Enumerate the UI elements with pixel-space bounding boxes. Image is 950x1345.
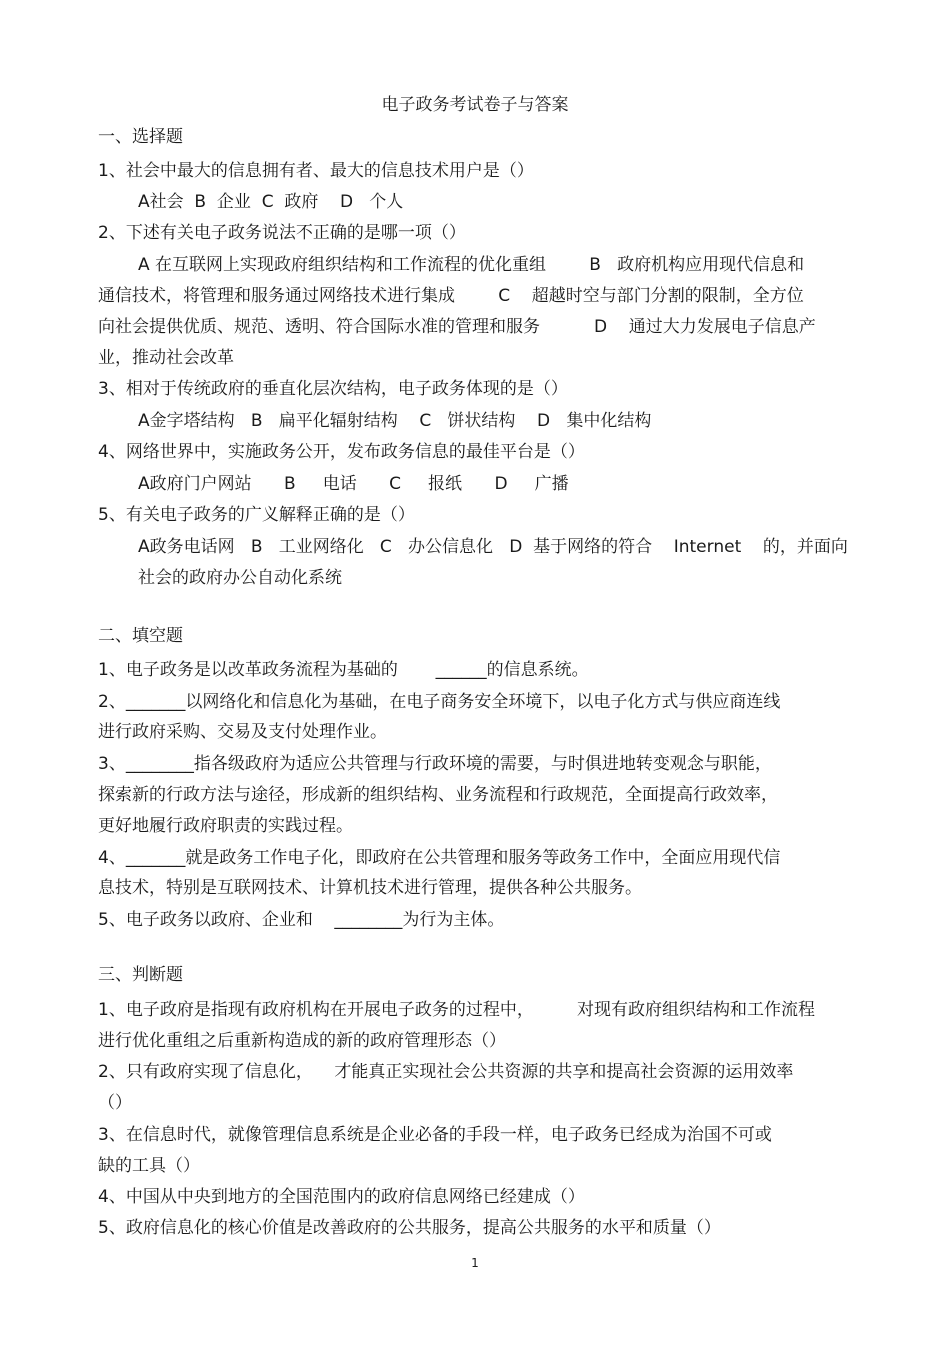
section-heading-judge: 三、判断题 (98, 965, 183, 985)
document-title: 电子政务考试卷子与答案 (381, 95, 569, 115)
choice-question-4-options: A政府门户网站 B 电话 C 报纸 D 广播 (138, 474, 569, 494)
judge-question-1-line-2: 进行优化重组之后重新构造成的新的政府管理形态（） (98, 1031, 506, 1051)
judge-question-4: 4、中国从中央到地方的全国范围内的政府信息网络已经建成（） (98, 1187, 585, 1207)
choice-question-5-line-2: 社会的政府办公自动化系统 (138, 568, 342, 588)
fill-question-3-line-2: 探索新的行政方法与途径，形成新的组织结构、业务流程和行政规范，全面提高行政效率， (98, 785, 778, 805)
fill-question-3-line-3: 更好地履行政府职责的实践过程。 (98, 816, 353, 836)
judge-question-2-line-1: 2、只有政府实现了信息化， 才能真正实现社会公共资源的共享和提高社会资源的运用效率 (98, 1062, 794, 1082)
choice-question-2-line-1: A 在互联网上实现政府组织结构和工作流程的优化重组 B 政府机构应用现代信息和 (138, 255, 805, 275)
fill-question-1: 1、电子政务是以改革政务流程为基础的 ______的信息系统。 (98, 660, 589, 680)
judge-question-5: 5、政府信息化的核心价值是改善政府的公共服务，提高公共服务的水平和质量（） (98, 1218, 721, 1238)
fill-question-2-line-2: 进行政府采购、交易及支付处理作业。 (98, 722, 387, 742)
page-number: 1 (471, 1256, 479, 1270)
judge-question-1-line-1: 1、电子政府是指现有政府机构在开展电子政务的过程中， 对现有政府组织结构和工作流程 (98, 1000, 816, 1020)
fill-question-2-line-1: 2、_______以网络化和信息化为基础，在电子商务安全环境下，以电子化方式与供应商连线 (98, 692, 781, 712)
choice-question-4: 4、网络世界中，实施政务公开，发布政务信息的最佳平台是（） (98, 442, 585, 462)
judge-question-3-line-2: 缺的工具（） (98, 1156, 200, 1176)
choice-question-2-line-2: 通信技术，将管理和服务通过网络技术进行集成 C 超越时空与部门分割的限制，全方位 (98, 286, 804, 306)
choice-question-2-line-3: 向社会提供优质、规范、透明、符合国际水准的管理和服务 D 通过大力发展电子信息产 (98, 317, 816, 337)
fill-question-5: 5、电子政务以政府、企业和 ________为行为主体。 (98, 910, 505, 930)
judge-question-3-line-1: 3、在信息时代，就像管理信息系统是企业必备的手段一样，电子政务已经成为治国不可或 (98, 1125, 772, 1145)
section-heading-fill: 二、填空题 (98, 626, 183, 646)
choice-question-5-line-1: A政务电话网 B 工业网络化 C 办公信息化 D 基于网络的符合 Internet 的，并面向 (138, 537, 848, 557)
section-heading-choice: 一、选择题 (98, 127, 183, 147)
judge-question-2-line-2: （） (98, 1093, 132, 1113)
choice-question-3: 3、相对于传统政府的垂直化层次结构，电子政务体现的是（） (98, 379, 568, 399)
fill-question-3-line-1: 3、________指各级政府为适应公共管理与行政环境的需要，与时俱进地转变观念与职能， (98, 754, 772, 774)
choice-question-1: 1、社会中最大的信息拥有者、最大的信息技术用户是（） (98, 161, 534, 181)
fill-question-4-line-2: 息技术，特别是互联网技术、计算机技术进行管理，提供各种公共服务。 (98, 878, 642, 898)
choice-question-2-line-4: 业，推动社会改革 (98, 348, 234, 368)
choice-question-5: 5、有关电子政务的广义解释正确的是（） (98, 505, 415, 525)
fill-question-4-line-1: 4、_______就是政务工作电子化，即政府在公共管理和服务等政务工作中，全面应用现代信 (98, 848, 781, 868)
choice-question-1-options: A社会 B 企业 C 政府 D 个人 (138, 192, 404, 212)
choice-question-3-options: A金字塔结构 B 扁平化辐射结构 C 饼状结构 D 集中化结构 (138, 411, 652, 431)
choice-question-2: 2、下述有关电子政务说法不正确的是哪一项（） (98, 223, 466, 243)
